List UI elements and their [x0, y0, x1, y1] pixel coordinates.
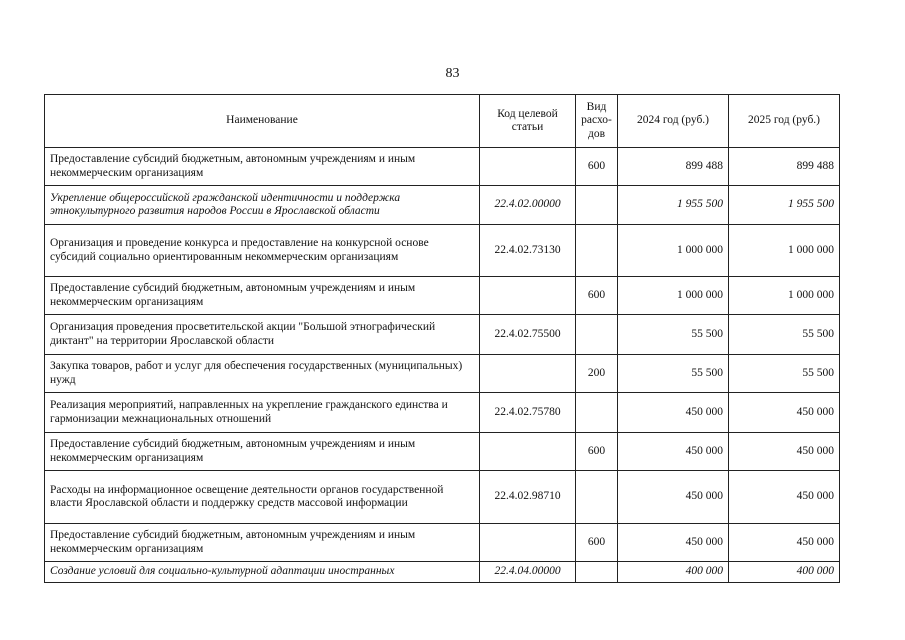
row-code-cell: 22.4.02.98710	[480, 471, 576, 524]
row-year-2025-cell: 55 500	[729, 355, 840, 393]
row-year-2024-cell: 55 500	[618, 315, 729, 355]
table-row	[45, 186, 840, 225]
table-header-row	[45, 95, 840, 148]
table-row	[45, 562, 840, 583]
row-name-cell: Организация проведения просветительской акции "Большой этнографический диктант" на территории Ярославской области	[45, 315, 480, 355]
row-year-2025-cell: 1 000 000	[729, 225, 840, 277]
row-year-2024-cell: 55 500	[618, 355, 729, 393]
row-kind-cell	[576, 471, 618, 524]
row-year-2024-cell: 1 000 000	[618, 277, 729, 315]
header-name: Наименование	[45, 95, 480, 148]
header-year-2025: 2025 год (руб.)	[729, 95, 840, 148]
row-name-cell: Расходы на информационное освещение деятельности органов государственной власти Ярославской области и поддержку средств массовой информации	[45, 471, 480, 524]
table-row	[45, 433, 840, 471]
row-year-2025-cell: 899 488	[729, 148, 840, 186]
row-name-cell: Предоставление субсидий бюджетным, автономным учреждениям и иным некоммерческим организациям	[45, 277, 480, 315]
row-code-cell: 22.4.04.00000	[480, 562, 576, 583]
row-kind-cell: 600	[576, 148, 618, 186]
row-code-cell: 22.4.02.75500	[480, 315, 576, 355]
row-kind-cell: 600	[576, 433, 618, 471]
row-code-cell	[480, 277, 576, 315]
row-year-2024-cell: 450 000	[618, 433, 729, 471]
row-kind-cell: 600	[576, 524, 618, 562]
row-name-cell: Предоставление субсидий бюджетным, автономным учреждениям и иным некоммерческим организациям	[45, 433, 480, 471]
row-year-2024-cell: 400 000	[618, 562, 729, 583]
row-year-2025-cell: 450 000	[729, 471, 840, 524]
row-year-2025-cell: 1 000 000	[729, 277, 840, 315]
row-year-2025-cell: 55 500	[729, 315, 840, 355]
row-year-2024-cell: 899 488	[618, 148, 729, 186]
row-code-cell: 22.4.02.75780	[480, 393, 576, 433]
header-code: Код целевой статьи	[480, 95, 576, 148]
row-year-2024-cell: 1 955 500	[618, 186, 729, 225]
table-row	[45, 393, 840, 433]
row-kind-cell	[576, 186, 618, 225]
row-kind-cell	[576, 562, 618, 583]
row-year-2024-cell: 450 000	[618, 393, 729, 433]
row-code-cell	[480, 355, 576, 393]
row-year-2024-cell: 1 000 000	[618, 225, 729, 277]
row-year-2024-cell: 450 000	[618, 471, 729, 524]
header-kind: Вид расхо-дов	[576, 95, 618, 148]
row-name-cell: Предоставление субсидий бюджетным, автономным учреждениям и иным некоммерческим организациям	[45, 148, 480, 186]
row-year-2025-cell: 450 000	[729, 433, 840, 471]
table-row	[45, 148, 840, 186]
row-kind-cell: 200	[576, 355, 618, 393]
row-code-cell	[480, 433, 576, 471]
row-code-cell	[480, 148, 576, 186]
row-year-2025-cell: 450 000	[729, 393, 840, 433]
row-kind-cell	[576, 225, 618, 277]
row-name-cell: Организация и проведение конкурса и предоставление на конкурсной основе субсидий социально ориентированным некоммерческим организациям	[45, 225, 480, 277]
page-number: 83	[445, 66, 460, 81]
row-year-2025-cell: 1 955 500	[729, 186, 840, 225]
row-year-2025-cell: 400 000	[729, 562, 840, 583]
table-row	[45, 225, 840, 277]
header-year-2024: 2024 год (руб.)	[618, 95, 729, 148]
row-kind-cell	[576, 393, 618, 433]
table-row	[45, 471, 840, 524]
row-kind-cell	[576, 315, 618, 355]
row-code-cell: 22.4.02.73130	[480, 225, 576, 277]
table-row	[45, 277, 840, 315]
row-kind-cell: 600	[576, 277, 618, 315]
row-code-cell	[480, 524, 576, 562]
table-row	[45, 524, 840, 562]
table-row	[45, 315, 840, 355]
row-name-cell: Закупка товаров, работ и услуг для обеспечения государственных (муниципальных) нужд	[45, 355, 480, 393]
budget-table	[44, 94, 840, 583]
table-row	[45, 355, 840, 393]
row-code-cell: 22.4.02.00000	[480, 186, 576, 225]
row-name-cell: Укрепление общероссийской гражданской идентичности и поддержка этнокультурного развития народов России в Ярославской области	[45, 186, 480, 225]
row-name-cell: Создание условий для социально-культурной адаптации иностранных	[45, 562, 480, 583]
row-year-2024-cell: 450 000	[618, 524, 729, 562]
row-name-cell: Предоставление субсидий бюджетным, автономным учреждениям и иным некоммерческим организациям	[45, 524, 480, 562]
table-body	[45, 148, 840, 583]
row-year-2025-cell: 450 000	[729, 524, 840, 562]
row-name-cell: Реализация мероприятий, направленных на укрепление гражданского единства и гармонизации межнациональных отношений	[45, 393, 480, 433]
